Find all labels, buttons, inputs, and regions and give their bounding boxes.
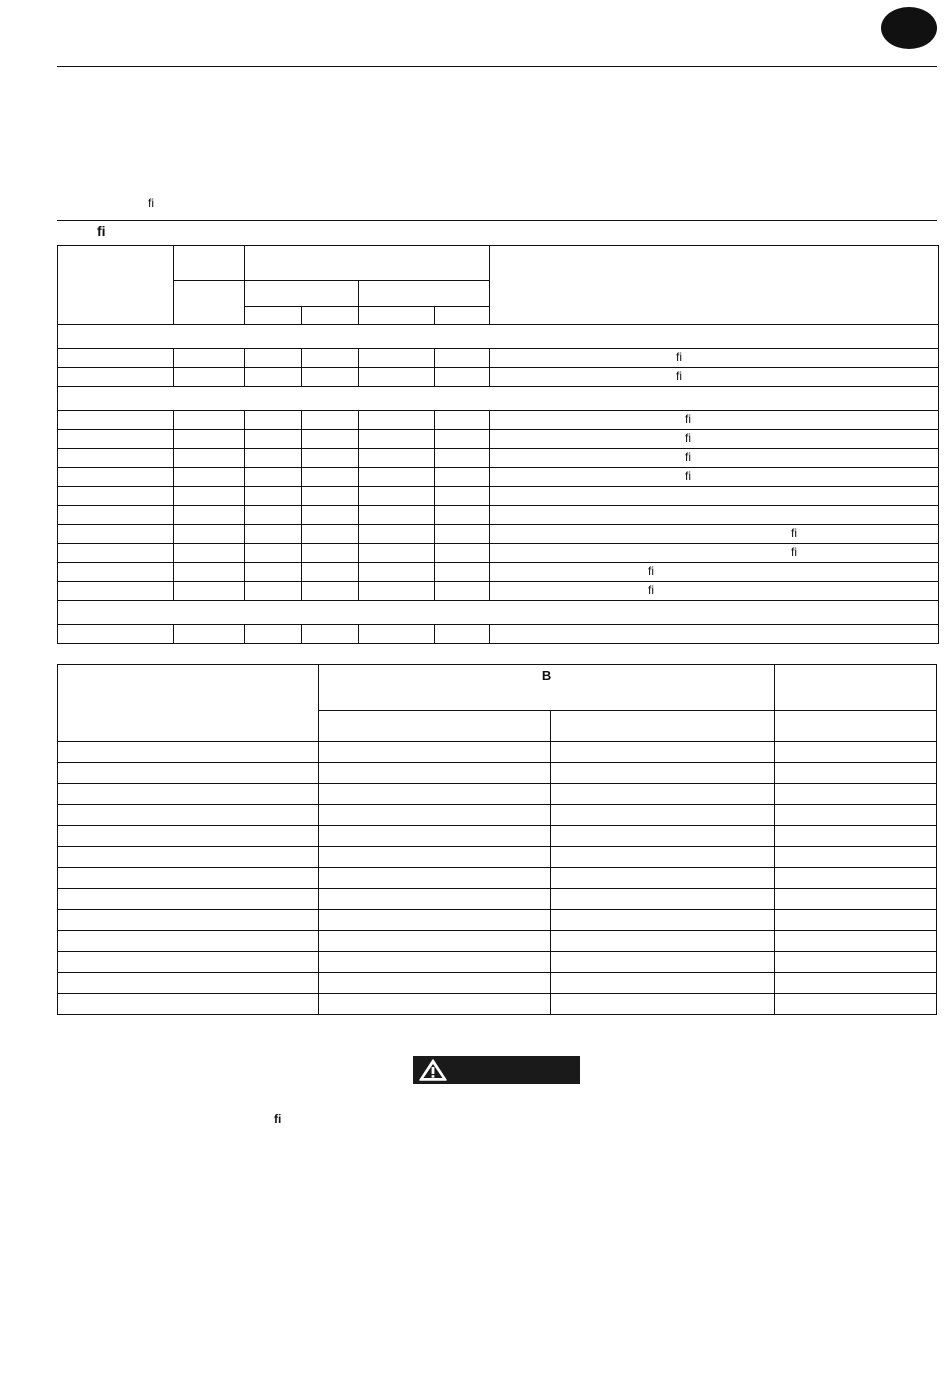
table-row (58, 910, 937, 931)
table-row (58, 430, 939, 449)
spec-section-cell (58, 387, 939, 411)
spec-header-cell (359, 281, 490, 307)
spec-header-row (58, 246, 939, 281)
table-row (58, 525, 939, 544)
warning-triangle-icon (419, 1059, 447, 1081)
spec-header-cell (359, 307, 435, 325)
table-row (58, 625, 939, 644)
limits-table (57, 664, 937, 1015)
spec-section-cell (58, 601, 939, 625)
spec-note-cell: fi (490, 449, 939, 468)
table-row (58, 487, 939, 506)
limits-group-header: B (319, 665, 775, 711)
spec-section-row (58, 601, 939, 625)
spec-note-cell: fi (490, 349, 939, 368)
spec-note-cell: fi (490, 582, 939, 601)
spec-note-cell (490, 487, 939, 506)
table-row (58, 973, 937, 994)
spec-header-cell (490, 246, 939, 325)
header-divider (57, 66, 937, 67)
warning-banner (413, 1056, 580, 1084)
table-row (58, 826, 937, 847)
table-row (58, 931, 937, 952)
section-divider (57, 220, 937, 221)
limits-header-cell (551, 711, 775, 742)
intro-ligature-text: fi (148, 196, 154, 210)
limits-header-cell (775, 665, 937, 711)
table-row (58, 449, 939, 468)
table-row (58, 868, 937, 889)
table-row (58, 994, 937, 1015)
spec-header-cell (174, 281, 245, 325)
spec-header-cell (302, 307, 359, 325)
limits-header-cell (775, 711, 937, 742)
table-row (58, 889, 937, 910)
spec-header-cell (245, 307, 302, 325)
spec-note-cell: fi (490, 468, 939, 487)
table-row (58, 544, 939, 563)
table-row (58, 952, 937, 973)
spec-header-cell (245, 281, 359, 307)
spec-note-cell (490, 506, 939, 525)
table-row (58, 411, 939, 430)
limits-header-cell (319, 711, 551, 742)
table-row (58, 582, 939, 601)
spec-note-cell: fi (490, 544, 939, 563)
table-row (58, 763, 937, 784)
language-badge (881, 7, 937, 49)
spec-header-cell (245, 246, 490, 281)
table-row (58, 468, 939, 487)
table-row (58, 349, 939, 368)
table-row (58, 847, 937, 868)
table-row (58, 784, 937, 805)
limits-header-row (58, 665, 937, 711)
spec-section-row (58, 387, 939, 411)
table-row (58, 805, 937, 826)
table-row (58, 742, 937, 763)
table-row (58, 563, 939, 582)
specification-table (57, 245, 939, 644)
footer-ligature-text: fi (274, 1112, 282, 1126)
spec-header-cell (435, 307, 490, 325)
spec-header-cell (58, 246, 174, 325)
spec-note-cell: fi (490, 563, 939, 582)
limits-header-cell (58, 665, 319, 742)
spec-section-row (58, 325, 939, 349)
spec-note-cell (490, 625, 939, 644)
spec-note-cell: fi (490, 411, 939, 430)
spec-section-cell (58, 325, 939, 349)
spec-header-cell (174, 246, 245, 281)
spec-note-cell: fi (490, 368, 939, 387)
spec-note-cell: fi (490, 525, 939, 544)
section-heading: fi (97, 223, 106, 239)
table-row (58, 506, 939, 525)
spec-note-cell: fi (490, 430, 939, 449)
table-row (58, 368, 939, 387)
